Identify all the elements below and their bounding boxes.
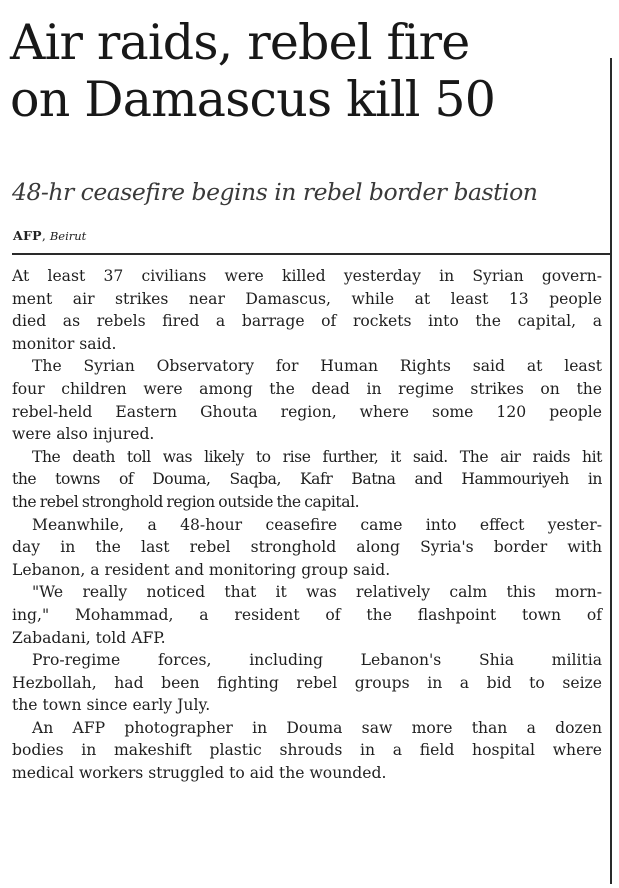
paragraph-line: the rebel stronghold region outside the capital. [12, 492, 360, 511]
paragraph-1 [12, 265, 602, 355]
paragraph-line: day in the last rebel stronghold along Syria's border with [12, 538, 602, 557]
paragraph-line: Meanwhile, a 48-hour ceasefire came into effect yester- [32, 515, 602, 534]
paragraph-line: The Syrian Observatory for Human Rights said at least [32, 357, 602, 376]
paragraph-line: At least 37 civilians were killed yesterday in Syrian govern- [12, 267, 602, 285]
paragraph-line: Hezbollah, had been fighting rebel groups in a bid to seize [12, 673, 602, 692]
paragraph-line: An AFP photographer in Douma saw more than a dozen [32, 718, 602, 737]
paragraph-line: ing," Mohammad, a resident of the flashpoint town of [12, 605, 602, 624]
paragraph-4 [12, 514, 602, 582]
headline-line-1: Air raids, rebel fire [10, 14, 470, 71]
byline-divider [12, 253, 610, 255]
subheadline: 48-hr ceasefire begins in rebel border bastion [12, 178, 538, 206]
paragraph-7 [12, 717, 602, 785]
paragraph-line: bodies in makeshift plastic shrouds in a field hospital where [12, 741, 602, 760]
paragraph-line: rebel-held Eastern Ghouta region, where some 120 people [12, 402, 602, 421]
paragraph-line: monitor said. [12, 334, 117, 353]
paragraph-6 [12, 649, 602, 717]
paragraph-line: Lebanon, a resident and monitoring group said. [12, 560, 391, 579]
paragraph-2 [12, 355, 602, 445]
byline-separator: , [41, 228, 50, 243]
paragraph-line: medical workers struggled to aid the wounded. [12, 764, 387, 783]
paragraph-line: the towns of Douma, Saqba, Kafr Batna and Hammouriyeh in [12, 470, 602, 489]
paragraph-line: ment air strikes near Damascus, while at least 13 people [12, 289, 602, 308]
headline [10, 14, 610, 128]
paragraph-3 [12, 446, 602, 514]
byline-location: Beirut [49, 229, 87, 243]
paragraph-line: four children were among the dead in regime strikes on the [12, 379, 602, 398]
paragraph-line: were also injured. [12, 425, 155, 444]
paragraph-line: died as rebels fired a barrage of rockets into the capital, a [12, 312, 602, 331]
headline-line-2: on Damascus kill 50 [10, 71, 496, 128]
byline-agency: AFP [13, 228, 42, 243]
paragraph-line: Zabadani, told AFP. [12, 628, 166, 647]
paragraph-line: Pro-regime forces, including Lebanon's Shia militia [32, 651, 602, 670]
byline [13, 228, 86, 244]
paragraph-line: The death toll was likely to rise further, it said. The air raids hit [32, 447, 602, 466]
paragraph-line: "We really noticed that it was relatively calm this morn- [32, 583, 602, 602]
article-body [12, 265, 602, 785]
paragraph-5 [12, 581, 602, 649]
paragraph-line: the town since early July. [12, 696, 211, 715]
column-rule-vertical [610, 58, 612, 884]
